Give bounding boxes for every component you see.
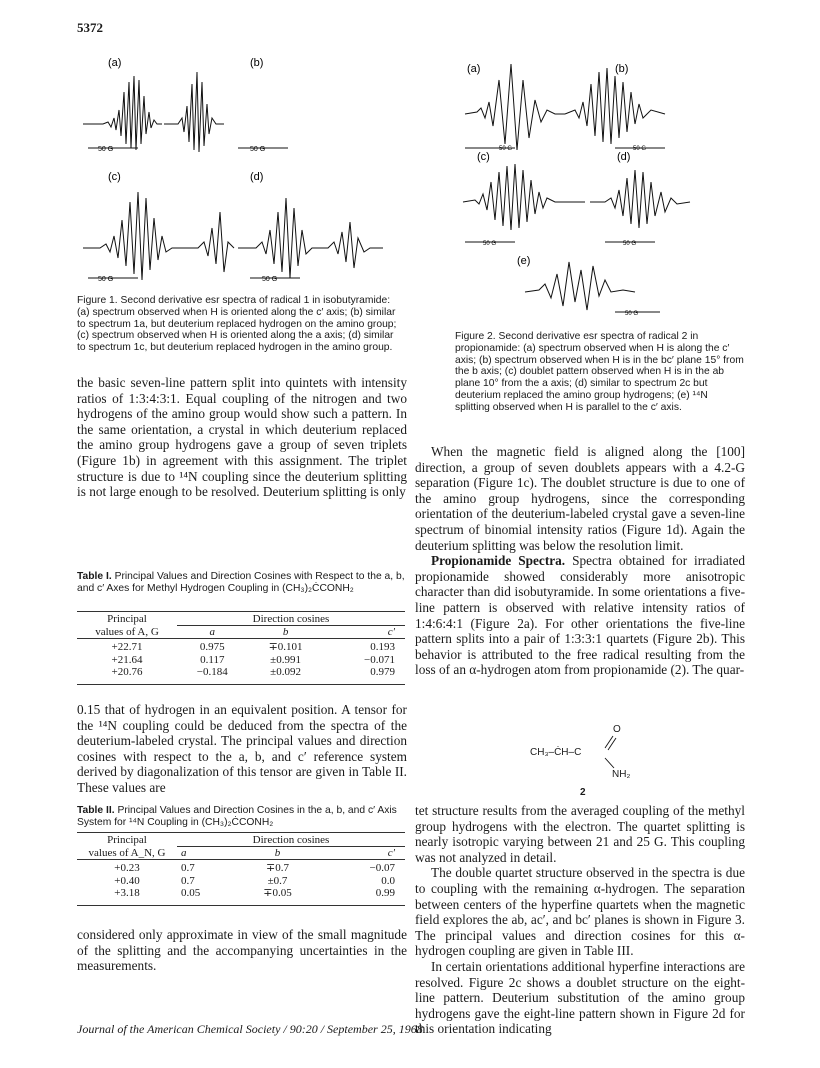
t2-col-c: c′ <box>387 847 395 859</box>
t2-r1-c0: +0.40 <box>114 874 140 887</box>
t2-r0-c3: −0.07 <box>369 862 395 874</box>
t2-r0-c1: 0.7 <box>181 862 195 874</box>
right-column-text-bottom <box>415 803 745 1037</box>
right-p4-text: The double quartet structure observed in the spectra is due to coupling with the remaining α-hydrogen. The separation between centers of the hyperfine quartets when the magnetic field explores the ab, ac′, and bc′ planes is shown in Figure 3. The principal values and direction cosines for this α-hydrogen coupling are given in Table III. <box>415 865 745 959</box>
t2-r2-c3: 0.99 <box>375 887 395 899</box>
fig2d-trace <box>590 170 690 228</box>
t1-r0-c0: +22.71 <box>111 641 143 653</box>
table-1 <box>77 613 405 679</box>
fig2b-trace <box>565 68 665 144</box>
t1-row <box>77 654 405 667</box>
t1-r1-c0: +21.64 <box>111 653 143 666</box>
t1-r2-c2: ±0.092 <box>270 666 301 678</box>
t2-r1-c1: 0.7 <box>181 874 195 887</box>
t2-r1-c2: ±0.7 <box>267 874 288 887</box>
table-2-label: Table II. <box>77 805 115 816</box>
propionamide-heading: Propionamide Spectra. <box>431 553 566 569</box>
figure-2-caption: Figure 2. Second derivative esr spectra of radical 2 in propionamide: (a) spectrum observed when H is along the c′ axis; (b) spectrum observed when H is in the bc′ plane 15° from the b axis; (c) doublet pattern observed when H is in the ab plane 10° from the a axis; (d) similar to spectrum 2c but deuterium replaced the amino group hydrogens; (e) ¹⁴N splitting observed when H is parallel to the c′ axis. <box>455 331 744 413</box>
left-p1-text: the basic seven-line pattern split into quintets with intensity ratios of 1:3:4:3:1. Equal coupling of the nitrogen and two hydrogens of the amino group would show such a pattern. In the same orientation, a crystal in which deuterium replaced the amino group hydrogens gave a group of seven triplets (Figure 1b) in agreement with this assignment. The triplet structure is due to ¹⁴N coupling since the deuterium splitting is not large enough to be resolved. Deuterium splitting is only <box>77 375 407 500</box>
t1-r0-c2: ∓0.101 <box>268 641 303 653</box>
t1-col-c: c′ <box>387 626 395 638</box>
t2-row <box>77 887 405 900</box>
t1-r2-c1: −0.184 <box>196 666 228 678</box>
fig1d-scale-label: 50 G <box>262 276 278 283</box>
right-p5-text: In certain orientations additional hyperfine interactions are resolved. Figure 2c shows a doublet structure on the eight-line pattern. Deuterium substitution of the amino group hydrogens gave the eight-line pattern shown in Figure 2d for this orientation indicating <box>415 958 745 1037</box>
structure-2 <box>500 724 660 802</box>
table-2-top-rule <box>77 832 405 833</box>
fig2-label-a: (a) <box>467 63 481 75</box>
t2-r2-c2: ∓0.05 <box>263 887 292 899</box>
fig1-label-b: (b) <box>250 57 264 69</box>
right-column-text-top <box>415 444 745 678</box>
fig2c-trace <box>463 164 585 230</box>
fig1a-trace <box>83 76 162 150</box>
t2-r0-c2: ∓0.7 <box>266 862 289 874</box>
fig1-label-a: (a) <box>108 57 122 69</box>
right-p1-text: When the magnetic field is aligned along the [100] direction, a group of seven doublets appears with a 4.2-G separation (Figure 1c). The doublet structure is due to one of the amino group hydrogens, since the corresponding orientation of the deuterium-labeled crystal gave a seven-line spectrum of binomial intensity ratios (Figure 1d). Again the deuterium splitting was below the resolution limit. <box>415 444 745 553</box>
t1-col0-line2: values of A, G <box>95 625 159 638</box>
fig2-label-c: (c) <box>477 151 490 163</box>
fig2-label-d: (d) <box>617 151 631 163</box>
fig1b-trace <box>164 72 224 152</box>
structure-nh2: NH₂ <box>612 769 631 780</box>
structure-chain: CH₃–ĊH–C <box>530 747 582 758</box>
fig1c-trace <box>83 192 234 280</box>
table-1-caption <box>77 571 407 595</box>
fig2-label-b: (b) <box>615 63 629 75</box>
t1-r1-c3: −0.071 <box>364 653 395 666</box>
t2-col0-line2: values of A_N, G <box>88 846 166 859</box>
fig2-label-e: (e) <box>517 255 531 267</box>
left-p2-text: 0.15 that of hydrogen in an equivalent position. A tensor for the ¹⁴N coupling could be deduced from the spectra of the deuterium-labeled crystal. The principal values and direction cosines with respect to the a, b, and c′ reference system derived by diagonalization of this tensor are given in Table II. These values are <box>77 702 407 795</box>
t2-col0-line1: Principal <box>107 834 147 847</box>
right-p3-text: tet structure results from the averaged coupling of the methyl group hydrogens with the electron. The quartet splitting is nearly isotropic varying between 21 and 25 G. This coupling was not analyzed in detail. <box>415 803 745 865</box>
t2-col-a: a <box>181 847 187 859</box>
t1-col-a: a <box>209 626 216 638</box>
t2-row <box>77 862 405 875</box>
t2-span-header: Direction cosines <box>177 834 405 847</box>
fig2e-trace <box>525 262 635 310</box>
fig1a-scale-label: 50 G <box>98 146 114 153</box>
t2-row <box>77 875 405 888</box>
figure-2-spectra <box>455 52 755 322</box>
fig2b-scale-label: 50 G <box>633 146 647 152</box>
t2-r2-c0: +3.18 <box>114 887 140 899</box>
table-2-title: Principal Values and Direction Cosines in the a, b, and c′ Axis System for ¹⁴N Coupling in (CH₃)₂ĊCONH₂ <box>77 805 397 828</box>
t1-row <box>77 666 405 679</box>
fig2a-scale-label: 50 G <box>499 146 513 152</box>
fig1c-scale-label: 50 G <box>98 276 114 283</box>
table-1-label: Table I. <box>77 571 112 582</box>
t1-r2-c0: +20.76 <box>111 666 143 678</box>
table-1-bottom-rule <box>77 684 405 685</box>
structure-oxygen: O <box>613 724 621 735</box>
right-p2 <box>415 553 745 678</box>
figure-1-caption: Figure 1. Second derivative esr spectra of radical 1 in isobutyramide: (a) spectrum observed when H is oriented along the c′ axis; (b) similar to spectrum 1a, but deuterium replaced hydrogen on the amino group; (c) spectrum observed when H is oriented along the a axis; (d) similar to spectrum 1c, but deuterium replaced hydrogen in the amino group. <box>77 295 397 354</box>
t2-r2-c1: 0.05 <box>181 887 201 899</box>
t1-r2-c3: 0.979 <box>370 666 395 678</box>
left-p3-text: considered only approximate in view of the small magnitude of the splitting and the accompanying uncertainties in the measurements. <box>77 927 407 974</box>
left-column-paragraph-3 <box>77 927 407 974</box>
table-2-bottom-rule <box>77 905 405 906</box>
t1-row <box>77 641 405 654</box>
t2-col-b: b <box>274 847 281 859</box>
left-column-paragraph-2 <box>77 702 407 796</box>
t1-col0-line1: Principal <box>107 613 147 626</box>
left-column-paragraph-1 <box>77 375 407 500</box>
t1-r1-c1: 0.117 <box>200 653 225 666</box>
fig1b-scale-label: 50 G <box>250 146 266 153</box>
t2-r1-c3: 0.0 <box>381 874 395 887</box>
t2-r0-c0: +0.23 <box>114 862 140 874</box>
fig2a-trace <box>465 64 565 150</box>
fig1d-trace <box>238 198 383 278</box>
fig2d-scale-label: 50 G <box>623 241 637 247</box>
fig2e-scale-label: 50 G <box>625 311 639 317</box>
table-1-top-rule <box>77 611 405 612</box>
right-p2-text: Spectra obtained for irradiated propionamide showed considerably more anisotropic character than did isobutyramide. In some orientations a five-line pattern is observed with relative intensity ratios of 1:4:6:4:1 (Figure 2a). For other orientations the five-line pattern splits into a pair of 1:3:3:1 quartets (Figure 2b). This behavior is attributed to the free radical resulting from the loss of an α-hydrogen atom from propionamide (2). The quar- <box>415 553 746 678</box>
table-2 <box>77 834 405 900</box>
figure-1-spectra <box>78 52 398 292</box>
t1-r0-c1: 0.975 <box>199 641 225 653</box>
fig1-label-c: (c) <box>108 171 121 183</box>
page-number: 5372 <box>77 20 103 35</box>
journal-footer: Journal of the American Chemical Society / 90:20 / September 25, 1968 <box>77 1022 423 1036</box>
t1-r0-c3: 0.193 <box>370 641 395 653</box>
structure-number: 2 <box>580 787 586 798</box>
t1-r1-c2: ±0.991 <box>270 653 301 666</box>
table-1-title: Principal Values and Direction Cosines with Respect to the a, b, and c′ Axes for Methyl Hydrogen Coupling in (CH₃)₂ĊCONH₂ <box>77 571 405 594</box>
fig1-label-d: (d) <box>250 171 264 183</box>
fig2c-scale-label: 50 G <box>483 241 497 247</box>
table-2-caption <box>77 805 407 829</box>
t1-span-header: Direction cosines <box>177 613 405 626</box>
t1-col-b: b <box>282 626 289 638</box>
